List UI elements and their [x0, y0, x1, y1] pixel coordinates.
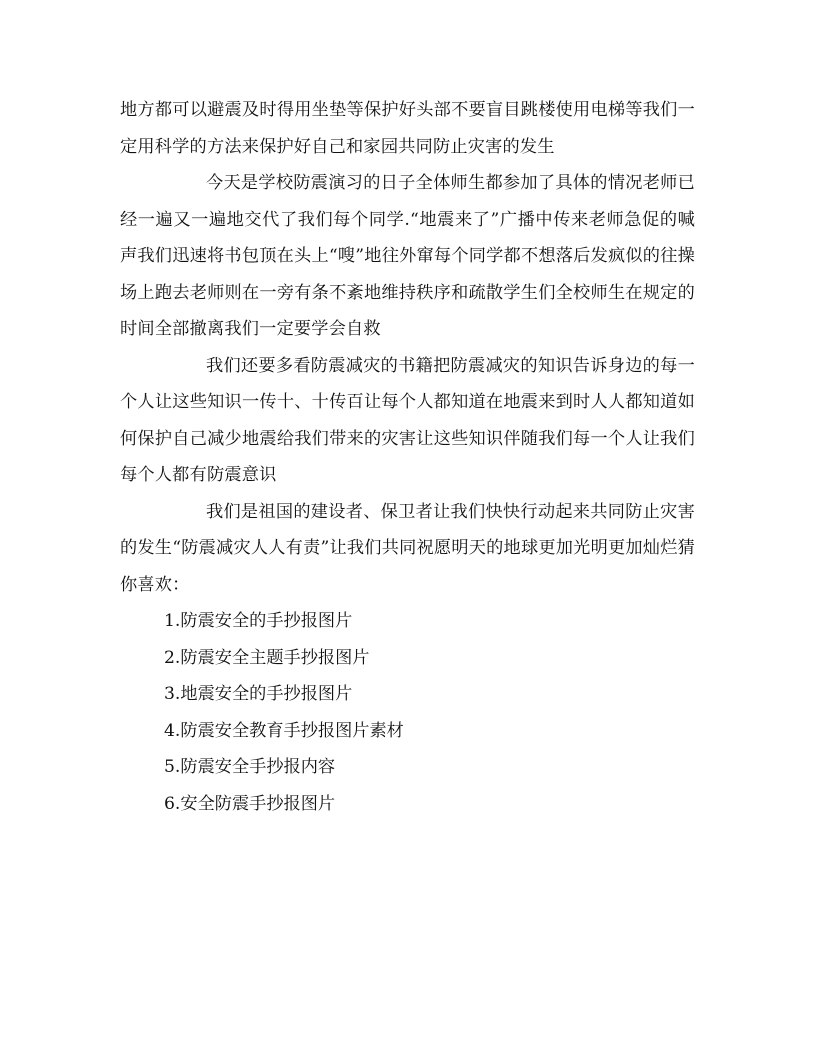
list-item-label[interactable]: 防震安全的手抄报图片 [180, 611, 353, 631]
list-item-number: 6. [164, 793, 181, 814]
list-item-label[interactable]: 防震安全手抄报内容 [180, 757, 336, 777]
paragraph-intro: 地方都可以避震及时得用坐垫等保护好头部不要盲目跳楼使用电梯等我们一定用科学的方法来保护好自己和家园共同防止灾害的发生 [120, 100, 695, 157]
list-item-number: 1. [164, 611, 181, 631]
list-item-label[interactable]: 安全防震手抄报图片 [180, 793, 336, 814]
list-item[interactable] [164, 713, 695, 750]
paragraph-conclusion: 我们是祖国的建设者、保卫者让我们快快行动起来共同防止灾害的发生“防震减灾人人有责”让我们共同祝愿明天的地球更加光明更加灿烂猜你喜欢： [120, 501, 695, 595]
paragraph-drill: 今天是学校防震演习的日子全体师生都参加了具体的情况老师已经一遍又一遍地交代了我们每个同学.“地震来了”广播中传来老师急促的喊声我们迅速将书包顶在头上“嗖”地往外窜每个同学都不想落后发疯似的往操场上跑去老师则在一旁有条不紊地维持秩序和疏散学生们全校师生在规定的时间全部撤离我们一定要学会自救 [120, 173, 695, 339]
list-item[interactable] [164, 676, 695, 713]
list-item-number: 5. [164, 757, 181, 777]
list-item[interactable] [164, 749, 695, 786]
list-item-number: 4. [164, 720, 181, 741]
list-item-label[interactable]: 防震安全主题手抄报图片 [180, 647, 370, 668]
list-item-number: 3. [164, 684, 181, 704]
list-item[interactable] [164, 640, 695, 677]
list-item-number: 2. [164, 647, 181, 668]
list-item[interactable] [164, 786, 695, 823]
related-list [120, 603, 695, 822]
list-item-label[interactable]: 地震安全的手抄报图片 [180, 684, 353, 704]
list-item-label[interactable]: 防震安全教育手抄报图片素材 [180, 720, 404, 741]
document-page [120, 92, 695, 822]
paragraph-knowledge: 我们还要多看防震减灾的书籍把防震减灾的知识告诉身边的每一个人让这些知识一传十、十传百让每个人都知道在地震来到时人人都知道如何保护自己减少地震给我们带来的灾害让这些知识伴随我们每一个人让我们每个人都有防震意识 [120, 355, 695, 485]
list-item[interactable] [164, 603, 695, 640]
